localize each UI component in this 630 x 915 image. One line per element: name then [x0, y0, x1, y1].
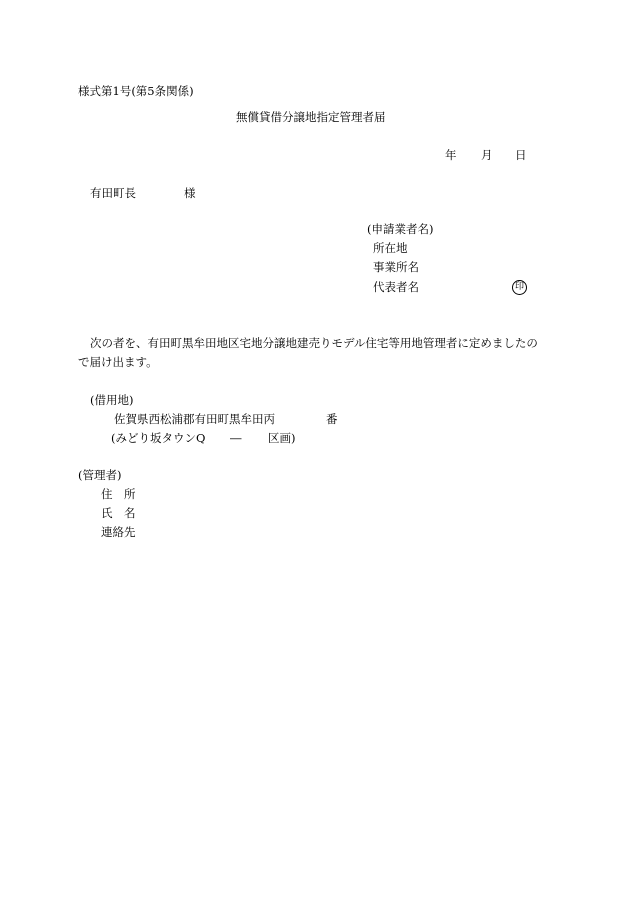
- seal-icon: 印: [512, 280, 527, 295]
- applicant-office-label: 事業所名: [373, 260, 419, 274]
- leased-land-address: 佐賀県西松浦郡有田町黒牟田丙: [114, 412, 275, 426]
- date-day: 日: [515, 148, 527, 162]
- leased-land-lot-suffix: 番: [326, 412, 338, 426]
- manager-name-label: 氏 名: [101, 506, 136, 520]
- form-number: 様式第1号(第5条関係): [78, 84, 194, 98]
- leased-land-town: (みどり坂タウンQ: [111, 431, 206, 445]
- document-title: 無償貸借分譲地指定管理者届: [236, 110, 386, 124]
- leased-land-heading: (借用地): [90, 393, 134, 407]
- body-text-line-1: 次の者を、有田町黒牟田地区宅地分譲地建売りモデル住宅等用地管理者に定めましたの: [90, 336, 538, 350]
- applicant-address-label: 所在地: [373, 241, 408, 255]
- leased-land-dash: ―: [230, 431, 242, 445]
- date-year: 年: [445, 148, 457, 162]
- leased-land-section-suffix: 区画): [268, 431, 296, 445]
- applicant-heading: (申請業者名): [367, 222, 434, 236]
- body-text-line-2: で届け出ます。: [78, 355, 158, 369]
- applicant-representative-label: 代表者名: [373, 280, 419, 294]
- manager-heading: (管理者): [78, 468, 122, 482]
- manager-address-label: 住 所: [101, 487, 136, 501]
- manager-contact-label: 連絡先: [101, 525, 136, 539]
- addressee-honorific: 様: [184, 186, 196, 200]
- addressee-name: 有田町長: [90, 186, 136, 200]
- date-month: 月: [481, 148, 493, 162]
